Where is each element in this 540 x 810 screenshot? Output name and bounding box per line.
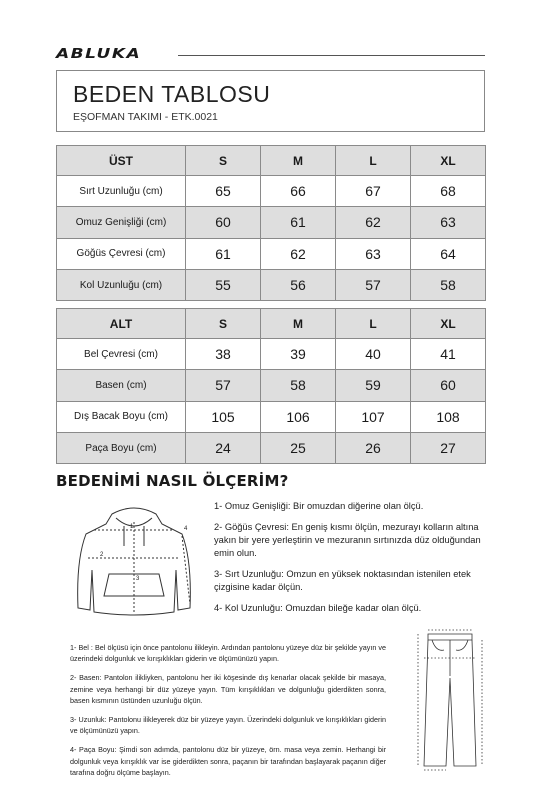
table-cell: 64 xyxy=(411,238,486,269)
row-label: Dış Bacak Boyu (cm) xyxy=(57,401,186,432)
table-row xyxy=(57,207,486,238)
table-cell: 61 xyxy=(186,238,261,269)
header-cell: S xyxy=(186,146,261,176)
table-cell: 57 xyxy=(186,370,261,401)
table-cell: 60 xyxy=(411,370,486,401)
table-cell: 58 xyxy=(261,370,336,401)
table-cell: 39 xyxy=(261,339,336,370)
table-cell: 107 xyxy=(336,401,411,432)
bottom-measure-steps xyxy=(70,642,386,786)
header-cell: XL xyxy=(411,309,486,339)
hoodie-diagram xyxy=(64,500,204,625)
table-cell: 106 xyxy=(261,401,336,432)
table-cell: 105 xyxy=(186,401,261,432)
hoodie-mark-1: 1 xyxy=(130,524,134,530)
row-label: Basen (cm) xyxy=(57,370,186,401)
row-label: Göğüs Çevresi (cm) xyxy=(57,238,186,269)
table-cell: 25 xyxy=(261,432,336,463)
row-label: Sırt Uzunluğu (cm) xyxy=(57,176,186,207)
table-cell: 27 xyxy=(411,432,486,463)
table-row xyxy=(57,269,486,300)
pants-diagram xyxy=(400,626,500,776)
table-cell: 63 xyxy=(336,238,411,269)
table-cell: 24 xyxy=(186,432,261,463)
hoodie-mark-3: 3 xyxy=(136,576,140,582)
table-cell: 62 xyxy=(261,238,336,269)
step-text: 3- Uzunluk: Pantolonu ilikleyerek düz bir yüzeye yayın. Üzerindeki dolgunluk ve kırışıklıkları giderin ve ölçümünüzü yapın. xyxy=(70,715,386,736)
page-title: BEDEN TABLOSU xyxy=(73,81,271,107)
table-row xyxy=(57,401,486,432)
table-header-row xyxy=(57,309,486,339)
header-cell: XL xyxy=(411,146,486,176)
table-cell: 60 xyxy=(186,207,261,238)
header-cell: ÜST xyxy=(57,146,186,176)
table-header-row xyxy=(57,146,486,176)
header-cell: S xyxy=(186,309,261,339)
table-cell: 56 xyxy=(261,269,336,300)
row-label: Bel Çevresi (cm) xyxy=(57,339,186,370)
table-row xyxy=(57,238,486,269)
table-row xyxy=(57,339,486,370)
header-rule xyxy=(178,55,485,56)
top-measure-steps xyxy=(214,500,489,623)
table-row xyxy=(57,176,486,207)
header-cell: ALT xyxy=(57,309,186,339)
header-cell: L xyxy=(336,309,411,339)
table-cell: 65 xyxy=(186,176,261,207)
step-text: 4- Paça Boyu: Şimdi son adımda, pantolonu düz bir yüzeye, örn. masa veya zemin. Herhangi bir dolgunluk veya kırışıklık var ise giderdikten sonra, paçanın bir tarafından başlayarak paçanın diğer tarafına doğru ölçüme başlayın. xyxy=(70,745,386,777)
top-size-table xyxy=(56,145,486,301)
hoodie-mark-2: 2 xyxy=(100,552,104,558)
hoodie-mark-4: 4 xyxy=(184,526,188,532)
table-cell: 26 xyxy=(336,432,411,463)
product-subtitle: EŞOFMAN TAKIMI - ETK.0021 xyxy=(73,111,218,123)
title-box xyxy=(56,70,485,132)
table-cell: 62 xyxy=(336,207,411,238)
table-cell: 108 xyxy=(411,401,486,432)
table-cell: 41 xyxy=(411,339,486,370)
table-cell: 66 xyxy=(261,176,336,207)
step-text: 2- Basen: Pantolon ilikliyken, pantolonu her iki köşesinde dış kenarlar olacak şekilde bir masaya, zemine veya herhangi bir düz yüzeye yayın. Tüm kırışıklıkları ve dolgunluğu giderdikten sonra, basen kısmının üstünden uzunluğu ölçün. xyxy=(70,673,386,705)
table-cell: 40 xyxy=(336,339,411,370)
header-cell: M xyxy=(261,309,336,339)
table-cell: 63 xyxy=(411,207,486,238)
measure-guide-title: BEDENİMİ NASIL ÖLÇERİM? xyxy=(56,472,289,490)
step-text: 3- Sırt Uzunluğu: Omzun en yüksek noktasından istenilen etek çizgisine kadar ölçün. xyxy=(214,569,471,592)
table-cell: 58 xyxy=(411,269,486,300)
header-cell: L xyxy=(336,146,411,176)
bottom-size-table xyxy=(56,308,486,464)
table-row xyxy=(57,432,486,463)
table-cell: 59 xyxy=(336,370,411,401)
table-cell: 38 xyxy=(186,339,261,370)
row-label: Omuz Genişliği (cm) xyxy=(57,207,186,238)
table-cell: 67 xyxy=(336,176,411,207)
step-text: 1- Omuz Genişliği: Bir omuzdan diğerine olan ölçü. xyxy=(214,501,424,511)
table-cell: 55 xyxy=(186,269,261,300)
row-label: Kol Uzunluğu (cm) xyxy=(57,269,186,300)
table-cell: 57 xyxy=(336,269,411,300)
brand-logo: ABLUKA xyxy=(56,46,142,62)
row-label: Paça Boyu (cm) xyxy=(57,432,186,463)
step-text: 2- Göğüs Çevresi: En geniş kısmı ölçün, mezurayı kolların altına yakın bir yere yerleştirin ve mezuranın sırtınızda düz olduğundan emin olun. xyxy=(214,522,481,558)
table-cell: 68 xyxy=(411,176,486,207)
header-cell: M xyxy=(261,146,336,176)
step-text: 1- Bel : Bel ölçüsü için önce pantolonu ilikleyin. Ardından pantolonu yüzeye düz bir şekilde yayın ve üzerindeki dolgunluk ve kırışıklıkları giderin ve ölçümünüzü yapın. xyxy=(70,643,386,664)
step-text: 4- Kol Uzunluğu: Omuzdan bileğe kadar olan ölçü. xyxy=(214,603,422,613)
table-row xyxy=(57,370,486,401)
table-cell: 61 xyxy=(261,207,336,238)
